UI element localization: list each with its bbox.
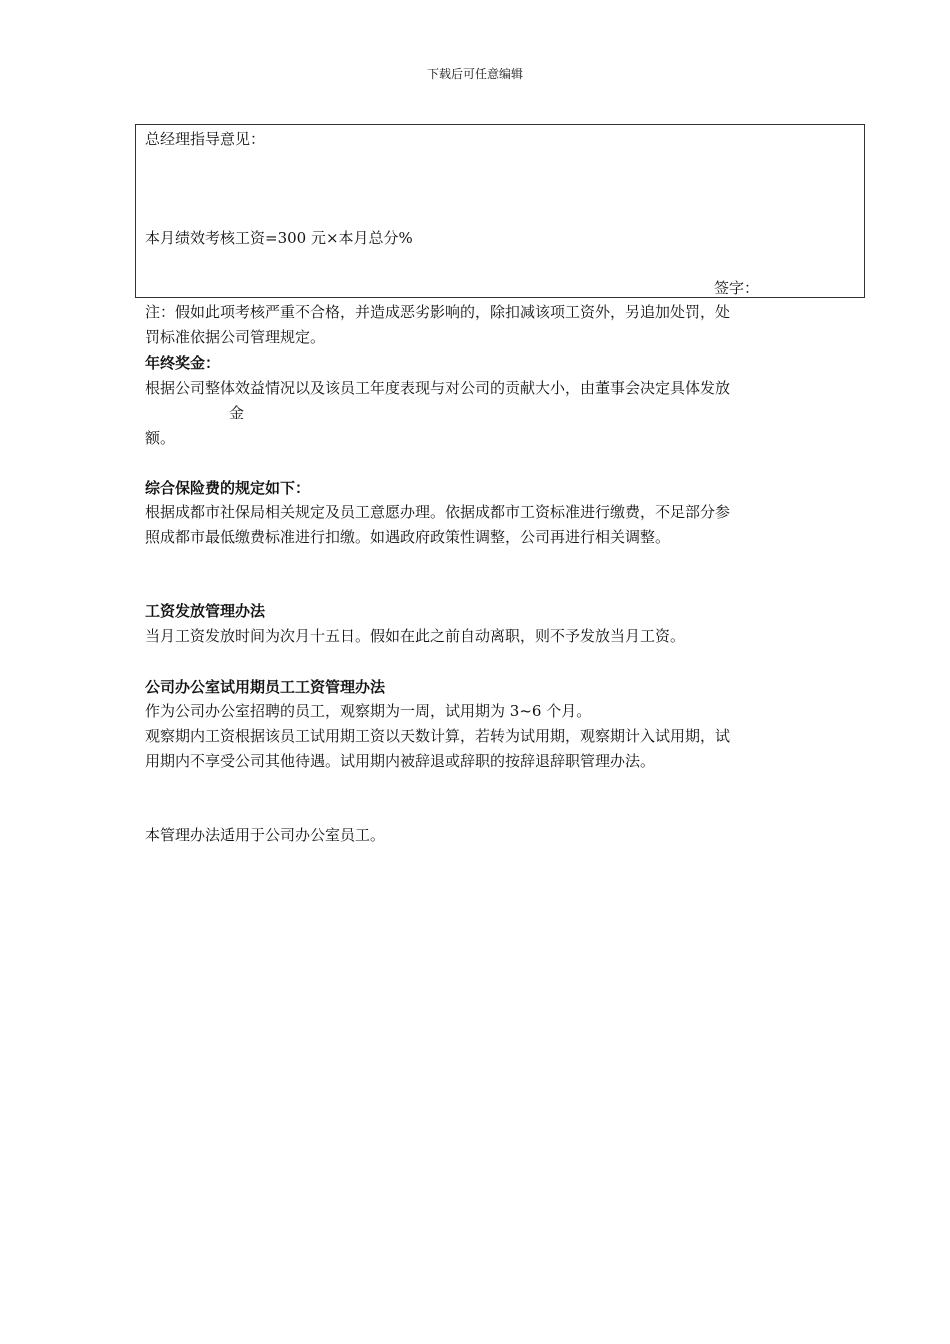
- bonus-line-2: 额。: [145, 429, 176, 447]
- bonus-line-1: 根据公司整体效益情况以及该员工年度表现与对公司的贡献大小，由董事会决定具体发放: [145, 379, 731, 397]
- bonus-stray-char: 金: [229, 404, 245, 422]
- page-header-note: 下载后可任意编辑: [426, 67, 523, 81]
- probation-heading: 公司办公室试用期员工工资管理办法: [145, 678, 386, 696]
- probation-line-3: 用期内不享受公司其他待遇。试用期内被辞退或辞职的按辞退辞职管理办法。: [145, 752, 656, 770]
- payroll-heading: 工资发放管理办法: [145, 602, 266, 620]
- signature-label: 签字：: [714, 279, 760, 297]
- bonus-heading: 年终奖金：: [145, 354, 221, 372]
- scope-statement: 本管理办法适用于公司办公室员工。: [145, 826, 386, 844]
- probation-line-1: 作为公司办公室招聘的员工，观察期为一周，试用期为 3~6 个月。: [145, 702, 592, 720]
- note-line-2: 罚标准依据公司管理规定。: [145, 328, 326, 346]
- insurance-line-1: 根据成都市社保局相关规定及员工意愿办理。依据成都市工资标准进行缴费，不足部分参: [145, 503, 731, 521]
- probation-line-2: 观察期内工资根据该员工试用期工资以天数计算，若转为试用期，观察期计入试用期，试: [145, 727, 731, 745]
- insurance-line-2: 照成都市最低缴费标准进行扣缴。如遇政府政策性调整，公司再进行相关调整。: [145, 528, 671, 546]
- payroll-line-1: 当月工资发放时间为次月十五日。假如在此之前自动离职，则不予发放当月工资。: [145, 627, 686, 645]
- performance-formula: 本月绩效考核工资=300 元×本月总分%: [145, 229, 413, 247]
- note-line-1: 注：假如此项考核严重不合格，并造成恶劣影响的，除扣减该项工资外，另追加处罚，处: [145, 303, 731, 321]
- manager-opinion-box: [135, 124, 865, 298]
- insurance-heading: 综合保险费的规定如下：: [145, 479, 311, 497]
- manager-opinion-title: 总经理指导意见：: [145, 130, 266, 148]
